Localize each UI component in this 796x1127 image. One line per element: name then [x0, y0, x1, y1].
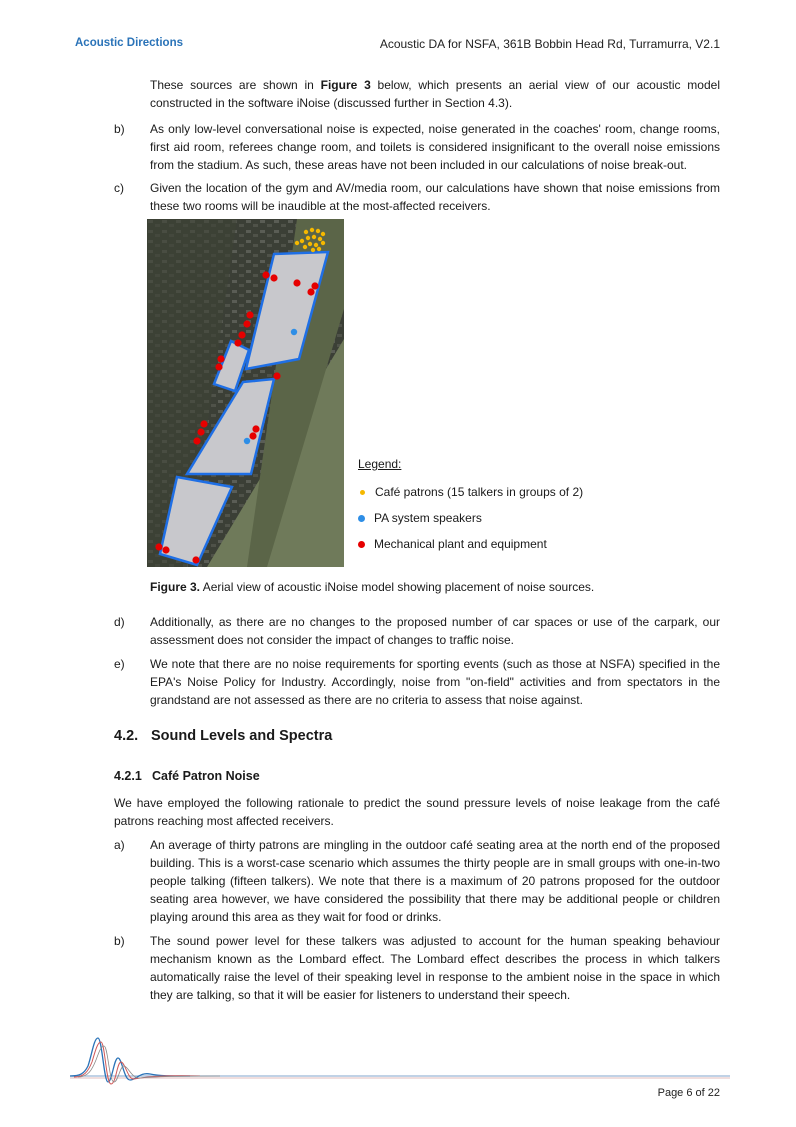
- footer-wave-logo: [70, 1036, 730, 1086]
- legend-title: Legend:: [358, 457, 402, 471]
- figure-reference: Figure 3: [320, 78, 371, 92]
- company-logo-text: Acoustic Directions: [75, 37, 183, 49]
- section-title: Sound Levels and Spectra: [151, 728, 333, 744]
- caption-label: Figure 3.: [150, 580, 201, 594]
- item-c-text: Given the location of the gym and AV/media room, our calculations have shown that noise emissions from these two rooms will be inaudible at the most-affected receivers.: [150, 181, 720, 213]
- rationale-paragraph: We have employed the following rationale to predict the sound pressure levels of noise leakage from the café patrons reaching most affected receivers.: [114, 796, 720, 828]
- legend-mechanical-label: Mechanical plant and equipment: [374, 537, 547, 551]
- subsection-number: 4.2.1: [114, 769, 142, 783]
- item-e-label: e): [114, 657, 125, 671]
- intro-post: below, which presents an aerial view of our acoustic model constructed in the software iNoise (discussed further in Section 4.3).: [150, 78, 720, 110]
- intro-paragraph: [150, 76, 720, 112]
- aerial-view-figure: [147, 219, 344, 567]
- legend-item-cafe: [358, 479, 583, 505]
- subsection-title: Café Patron Noise: [152, 769, 260, 783]
- intro-pre: These sources are shown in: [150, 78, 321, 92]
- item-d-text: Additionally, as there are no changes to the proposed number of car spaces or use of the carpark, our assessment does not consider the impact of changes to traffic noise.: [150, 615, 720, 647]
- item-b-text: As only low-level conversational noise is expected, noise generated in the coaches' room, change rooms, first aid room, referees change room, and toilets is considered insignificant to the overall noise emissions from the stadium. As such, these areas have not been included in our calculations of noise break-out.: [150, 122, 720, 172]
- page-number: Page 6 of 22: [657, 1087, 720, 1099]
- item-e-text: We note that there are no noise requirements for sporting events (such as those at NSFA) specified in the EPA's Noise Policy for Industry. Accordingly, noise from "on-field" activities and from spectators in the grandstand are not assessed as there are no criteria to assess that noise against.: [150, 657, 720, 707]
- item-d-label: d): [114, 615, 125, 629]
- item-b2-label: b): [114, 934, 125, 948]
- item-c-label: c): [114, 181, 124, 195]
- document-title: Acoustic DA for NSFA, 361B Bobbin Head Rd, Turramurra, V2.1: [379, 37, 720, 51]
- aerial-map: [147, 219, 344, 567]
- item-a-label: a): [114, 838, 125, 852]
- cafe-dot-icon: [360, 490, 365, 495]
- subsection-heading: [114, 769, 260, 783]
- legend-pa-label: PA system speakers: [374, 511, 482, 525]
- section-heading: [114, 728, 332, 744]
- legend-item-pa: [358, 505, 583, 531]
- item-b2-text: The sound power level for these talkers was adjusted to account for the human speaking behaviour mechanism known as the Lombard effect. The Lombard effect describes the process in which talkers automatically raise the level of their speaking level in response to the ambient noise in the space in which they are talking, so that it will be easier for listeners to understand their speech.: [150, 934, 720, 1002]
- pa-dot-icon: [358, 515, 365, 522]
- section-number: 4.2.: [114, 728, 139, 744]
- legend-item-mechanical: [358, 531, 583, 557]
- caption-text: Aerial view of acoustic iNoise model showing placement of noise sources.: [200, 580, 595, 594]
- figure-caption: [150, 580, 594, 594]
- item-a-text: An average of thirty patrons are mingling in the outdoor café seating area at the north end of the proposed building. This is a worst-case scenario which assumes the thirty people are in small groups with one-in-two people talking (fifteen talkers). We note that there is a maximum of 20 patrons proposed for the outdoor seating area however, we have considered the possibility that there may be additional people or children playing around this area as they wait for food or drinks.: [150, 838, 720, 924]
- item-b-label: b): [114, 122, 125, 136]
- mechanical-dot-icon: [358, 541, 365, 548]
- legend-cafe-label: Café patrons (15 talkers in groups of 2): [375, 485, 584, 499]
- figure-legend: [358, 457, 583, 557]
